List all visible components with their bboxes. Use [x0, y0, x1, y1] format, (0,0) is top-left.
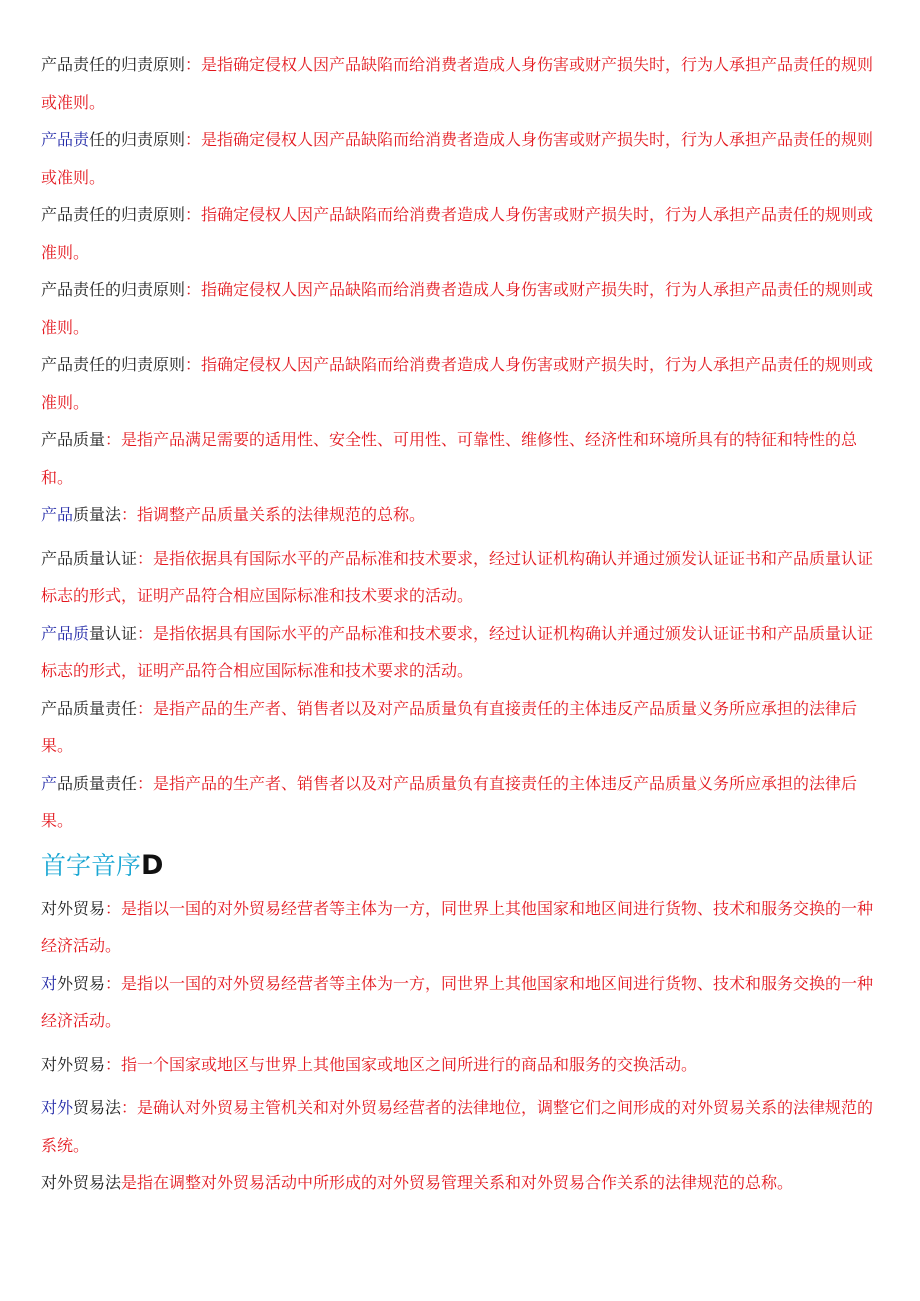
term-prefix-blue: 产 [41, 773, 58, 793]
definition-text: ：指确定侵权人因产品缺陷而给消费者造成人身伤害或财产损失时，行为人承担产品责任的规则或准则。 [41, 205, 874, 262]
entries-group-foreign-trade [41, 890, 877, 1040]
glossary-entry [41, 496, 877, 534]
term-text: 产品责任的归责原则 [41, 205, 186, 224]
entries-group-product-liability [41, 46, 877, 534]
glossary-entry [41, 1089, 877, 1164]
glossary-entry [41, 121, 877, 196]
section-heading-text: 首字音序 [41, 850, 142, 880]
term-prefix-blue: 产品质 [41, 623, 90, 643]
definition-text: ：是确认对外贸易主管机关和对外贸易经营者的法律地位，调整它们之间形成的对外贸易关系的法律规范的系统。 [41, 1098, 874, 1155]
glossary-entry [41, 46, 877, 121]
term-text: 产品质量 [41, 430, 106, 449]
term-text: 产品责任的归责原则 [41, 55, 186, 74]
glossary-entry [41, 890, 877, 965]
term-text: 对外贸易 [41, 1054, 106, 1074]
glossary-entry [41, 540, 877, 615]
term-text: 外贸易 [57, 973, 106, 993]
definition-text: ：是指依据具有国际水平的产品标准和技术要求，经过认证机构确认并通过颁发认证证书和产品质量认证标志的形式，证明产品符合相应国际标准和技术要求的活动。 [41, 548, 874, 605]
definition-text: ：是指确定侵权人因产品缺陷而给消费者造成人身伤害或财产损失时，行为人承担产品责任的规则或准则。 [41, 55, 874, 112]
definition-text: ：是指以一国的对外贸易经营者等主体为一方，同世界上其他国家和地区间进行货物、技术和服务交换的一种经济活动。 [41, 898, 874, 955]
glossary-entry [41, 271, 877, 346]
glossary-entry [41, 690, 877, 765]
definition-text: 是指在调整对外贸易活动中所形成的对外贸易管理关系和对外贸易合作关系的法律规范的总称。 [121, 1173, 794, 1192]
term-text: 产品质量认证 [41, 548, 138, 568]
glossary-page [41, 46, 877, 1202]
glossary-entry [41, 196, 877, 271]
definition-text: ：是指产品的生产者、销售者以及对产品质量负有直接责任的主体违反产品质量义务所应承担的法律后果。 [41, 773, 858, 830]
glossary-entry [41, 965, 877, 1040]
entries-group-foreign-trade-2 [41, 1046, 877, 1084]
term-text: 品质量责任 [57, 773, 138, 793]
term-text: 任的归责原则 [89, 130, 186, 149]
term-prefix-blue: 产品 [41, 505, 74, 524]
definition-text: ：指确定侵权人因产品缺陷而给消费者造成人身伤害或财产损失时，行为人承担产品责任的规则或准则。 [41, 355, 874, 412]
term-text: 对外贸易 [41, 898, 106, 918]
entries-group-product-quality [41, 540, 877, 840]
section-heading [41, 842, 877, 890]
term-text: 质量法 [73, 505, 122, 524]
term-prefix-blue: 产品责 [41, 130, 90, 149]
term-text: 量认证 [89, 623, 138, 643]
glossary-entry [41, 346, 877, 421]
glossary-entry [41, 615, 877, 690]
definition-text: ：指一个国家或地区与世界上其他国家或地区之间所进行的商品和服务的交换活动。 [105, 1054, 698, 1074]
definition-text: ：是指依据具有国际水平的产品标准和技术要求，经过认证机构确认并通过颁发认证证书和产品质量认证标志的形式，证明产品符合相应国际标准和技术要求的活动。 [41, 623, 874, 680]
glossary-entry [41, 421, 877, 496]
term-text: 贸易法 [73, 1098, 122, 1117]
section-heading-letter: D [141, 849, 164, 881]
glossary-entry [41, 1046, 877, 1084]
definition-text: ：是指产品满足需要的适用性、安全性、可用性、可靠性、维修性、经济性和环境所具有的特征和特性的总和。 [41, 430, 858, 487]
term-prefix-blue: 对外 [41, 1098, 74, 1117]
entries-group-foreign-trade-law [41, 1089, 877, 1202]
definition-text: ：是指以一国的对外贸易经营者等主体为一方，同世界上其他国家和地区间进行货物、技术和服务交换的一种经济活动。 [41, 973, 874, 1030]
definition-text: ：指确定侵权人因产品缺陷而给消费者造成人身伤害或财产损失时，行为人承担产品责任的规则或准则。 [41, 280, 874, 337]
term-text: 对外贸易法 [41, 1173, 122, 1192]
term-text: 产品质量责任 [41, 698, 138, 718]
definition-text: ：是指确定侵权人因产品缺陷而给消费者造成人身伤害或财产损失时，行为人承担产品责任的规则或准则。 [41, 130, 874, 187]
definition-text: ：是指产品的生产者、销售者以及对产品质量负有直接责任的主体违反产品质量义务所应承担的法律后果。 [41, 698, 858, 755]
glossary-entry [41, 1164, 877, 1202]
term-text: 产品责任的归责原则 [41, 280, 186, 299]
term-text: 产品责任的归责原则 [41, 355, 186, 374]
glossary-entry [41, 765, 877, 840]
term-prefix-blue: 对 [41, 973, 58, 993]
definition-text: ：指调整产品质量关系的法律规范的总称。 [121, 505, 426, 524]
